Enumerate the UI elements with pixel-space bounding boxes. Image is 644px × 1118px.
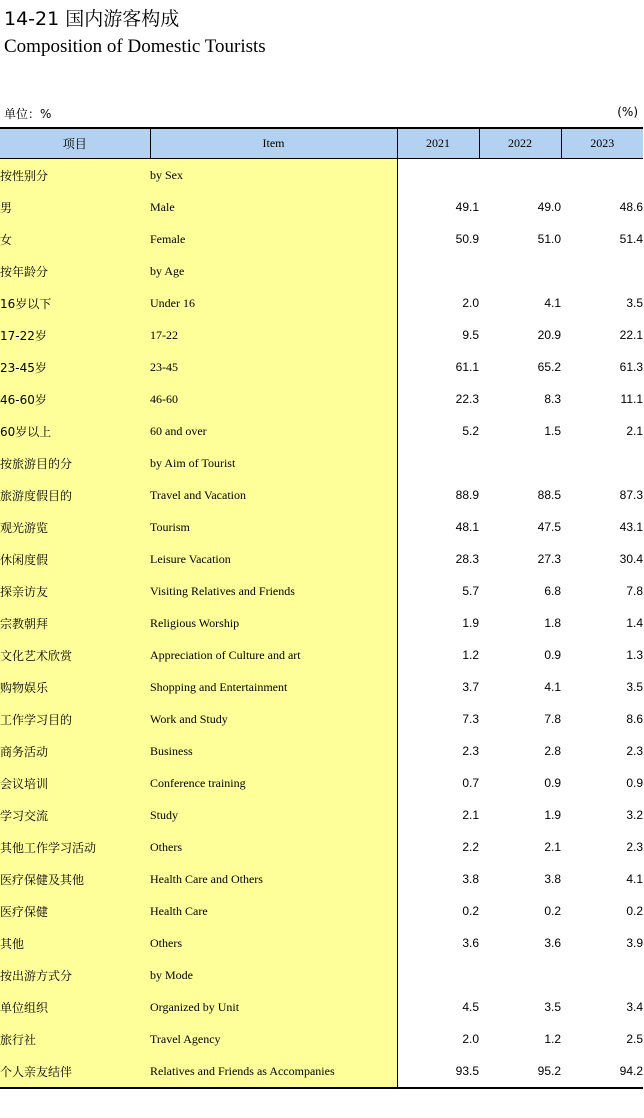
value-cell-2023: 3.4 — [626, 1000, 643, 1014]
value-cell-2023: 3.9 — [626, 936, 643, 950]
value-cell-2023 — [561, 255, 643, 287]
row-label-chinese: 学习交流 — [0, 799, 150, 831]
value-cell-2021: 49.1 — [455, 200, 479, 214]
value-cell-2022: 0.9 — [544, 776, 561, 790]
value-cell-2022: 2.8 — [544, 744, 561, 758]
value-cell-2023: 0.9 — [626, 776, 643, 790]
value-cell-2023: 1.4 — [626, 616, 643, 630]
row-label-english: Male — [150, 191, 397, 223]
row-label-chinese: 旅游度假目的 — [0, 479, 150, 511]
value-cell-2021: 7.3 — [462, 712, 479, 726]
row-label-english: Tourism — [150, 511, 397, 543]
value-cell-2021: 5.2 — [462, 424, 479, 438]
header-year-2022: 2022 — [479, 128, 561, 159]
row-label-chinese: 探亲访友 — [0, 575, 150, 607]
row-label-chinese: 会议培训 — [0, 767, 150, 799]
value-cell-2021: 2.3 — [462, 744, 479, 758]
value-cell-2021: 3.6 — [462, 936, 479, 950]
value-cell-2022: 0.2 — [544, 904, 561, 918]
table-row — [0, 927, 643, 959]
row-label-english: Relatives and Friends as Accompanies — [150, 1055, 397, 1088]
table-row — [0, 799, 643, 831]
tourist-composition-table — [0, 127, 643, 1089]
header-item-english: Item — [150, 128, 397, 159]
table-row — [0, 831, 643, 863]
value-cell-2021: 93.5 — [455, 1064, 479, 1078]
table-row — [0, 575, 643, 607]
value-cell-2021: 50.9 — [455, 232, 479, 246]
value-cell-2022: 8.3 — [544, 392, 561, 406]
row-label-chinese: 按性别分 — [0, 159, 150, 192]
row-label-english: by Aim of Tourist — [150, 447, 397, 479]
row-label-english: 46-60 — [150, 383, 397, 415]
table-row — [0, 287, 643, 319]
row-label-english: Appreciation of Culture and art — [150, 639, 397, 671]
value-cell-2021: 9.5 — [462, 328, 479, 342]
value-cell-2021: 88.9 — [455, 488, 479, 502]
value-cell-2022 — [479, 255, 561, 287]
table-row — [0, 191, 643, 223]
value-cell-2023: 48.6 — [619, 200, 643, 214]
table-row — [0, 255, 643, 287]
value-cell-2022: 65.2 — [537, 360, 561, 374]
table-row — [0, 703, 643, 735]
row-label-chinese: 工作学习目的 — [0, 703, 150, 735]
row-label-chinese: 单位组织 — [0, 991, 150, 1023]
unit-label-symbol: (%) — [617, 105, 638, 119]
value-cell-2021: 5.7 — [462, 584, 479, 598]
row-label-english: Health Care and Others — [150, 863, 397, 895]
value-cell-2021: 3.8 — [462, 872, 479, 886]
value-cell-2022: 4.1 — [544, 680, 561, 694]
value-cell-2021: 2.0 — [462, 296, 479, 310]
row-label-english: Travel and Vacation — [150, 479, 397, 511]
row-label-english: by Mode — [150, 959, 397, 991]
page-title-english: Composition of Domestic Tourists — [4, 36, 266, 57]
row-label-english: Visiting Relatives and Friends — [150, 575, 397, 607]
table-row — [0, 607, 643, 639]
row-label-chinese: 宗教朝拜 — [0, 607, 150, 639]
row-label-chinese: 商务活动 — [0, 735, 150, 767]
table-row — [0, 383, 643, 415]
value-cell-2021: 2.1 — [462, 808, 479, 822]
row-label-english: Organized by Unit — [150, 991, 397, 1023]
value-cell-2022 — [479, 447, 561, 479]
row-label-english: by Sex — [150, 159, 397, 192]
row-label-english: Shopping and Entertainment — [150, 671, 397, 703]
table-row — [0, 351, 643, 383]
row-label-english: Under 16 — [150, 287, 397, 319]
row-label-english: Health Care — [150, 895, 397, 927]
row-label-chinese: 医疗保健 — [0, 895, 150, 927]
row-label-english: Business — [150, 735, 397, 767]
table-row — [0, 319, 643, 351]
row-label-english: by Age — [150, 255, 397, 287]
value-cell-2021: 61.1 — [455, 360, 479, 374]
value-cell-2022: 95.2 — [537, 1064, 561, 1078]
value-cell-2021 — [397, 255, 479, 287]
row-label-english: 17-22 — [150, 319, 397, 351]
table-row — [0, 671, 643, 703]
value-cell-2023 — [561, 959, 643, 991]
row-label-english: 60 and over — [150, 415, 397, 447]
value-cell-2022: 20.9 — [537, 328, 561, 342]
value-cell-2023: 87.3 — [619, 488, 643, 502]
header-year-2023: 2023 — [561, 128, 643, 159]
row-label-chinese: 男 — [0, 191, 150, 223]
row-label-chinese: 文化艺术欣赏 — [0, 639, 150, 671]
value-cell-2021: 2.2 — [462, 840, 479, 854]
row-label-chinese: 60岁以上 — [0, 415, 150, 447]
row-label-english: Conference training — [150, 767, 397, 799]
value-cell-2023: 30.4 — [619, 552, 643, 566]
table-row — [0, 735, 643, 767]
value-cell-2021: 3.7 — [462, 680, 479, 694]
value-cell-2023: 61.3 — [619, 360, 643, 374]
value-cell-2022: 3.5 — [544, 1000, 561, 1014]
value-cell-2022: 88.5 — [537, 488, 561, 502]
value-cell-2022: 1.8 — [544, 616, 561, 630]
value-cell-2022: 51.0 — [537, 232, 561, 246]
value-cell-2021: 28.3 — [455, 552, 479, 566]
row-label-english: Work and Study — [150, 703, 397, 735]
row-label-english: Others — [150, 927, 397, 959]
value-cell-2023: 4.1 — [626, 872, 643, 886]
table-row — [0, 639, 643, 671]
table-header-row — [0, 128, 643, 159]
value-cell-2023: 8.6 — [626, 712, 643, 726]
table-row — [0, 447, 643, 479]
table-row — [0, 511, 643, 543]
value-cell-2023: 43.1 — [619, 520, 643, 534]
value-cell-2023 — [561, 447, 643, 479]
table-row — [0, 415, 643, 447]
value-cell-2021: 1.9 — [462, 616, 479, 630]
row-label-chinese: 女 — [0, 223, 150, 255]
value-cell-2023: 51.4 — [619, 232, 643, 246]
value-cell-2023: 2.3 — [626, 744, 643, 758]
table-row — [0, 767, 643, 799]
value-cell-2021: 4.5 — [462, 1000, 479, 1014]
row-label-english: Leisure Vacation — [150, 543, 397, 575]
row-label-chinese: 23-45岁 — [0, 351, 150, 383]
value-cell-2023: 2.3 — [626, 840, 643, 854]
value-cell-2021: 48.1 — [455, 520, 479, 534]
value-cell-2023: 2.1 — [626, 424, 643, 438]
value-cell-2023: 2.5 — [626, 1032, 643, 1046]
value-cell-2022: 49.0 — [537, 200, 561, 214]
value-cell-2021 — [397, 159, 479, 192]
value-cell-2022: 3.6 — [544, 936, 561, 950]
table-row — [0, 863, 643, 895]
table-row — [0, 895, 643, 927]
row-label-chinese: 16岁以下 — [0, 287, 150, 319]
value-cell-2021: 22.3 — [455, 392, 479, 406]
value-cell-2023: 3.2 — [626, 808, 643, 822]
row-label-chinese: 休闲度假 — [0, 543, 150, 575]
row-label-english: Travel Agency — [150, 1023, 397, 1055]
row-label-english: Study — [150, 799, 397, 831]
value-cell-2022: 2.1 — [544, 840, 561, 854]
value-cell-2023 — [561, 159, 643, 192]
value-cell-2021 — [397, 447, 479, 479]
row-label-chinese: 购物娱乐 — [0, 671, 150, 703]
header-item-chinese: 项目 — [0, 128, 150, 159]
value-cell-2023: 22.1 — [619, 328, 643, 342]
row-label-chinese: 按年龄分 — [0, 255, 150, 287]
row-label-chinese: 个人亲友结伴 — [0, 1055, 150, 1088]
table-row — [0, 1023, 643, 1055]
row-label-english: Religious Worship — [150, 607, 397, 639]
value-cell-2022: 47.5 — [537, 520, 561, 534]
row-label-chinese: 46-60岁 — [0, 383, 150, 415]
value-cell-2022: 0.9 — [544, 648, 561, 662]
table-row — [0, 991, 643, 1023]
value-cell-2021: 1.2 — [462, 648, 479, 662]
value-cell-2021: 2.0 — [462, 1032, 479, 1046]
table-row — [0, 479, 643, 511]
value-cell-2023: 7.8 — [626, 584, 643, 598]
row-label-chinese: 按旅游目的分 — [0, 447, 150, 479]
row-label-english: Others — [150, 831, 397, 863]
value-cell-2023: 94.2 — [619, 1064, 643, 1078]
row-label-chinese: 其他 — [0, 927, 150, 959]
value-cell-2021: 0.7 — [462, 776, 479, 790]
value-cell-2021: 0.2 — [462, 904, 479, 918]
value-cell-2022: 3.8 — [544, 872, 561, 886]
page-title-chinese: 14-21 国内游客构成 — [4, 8, 180, 30]
row-label-chinese: 其他工作学习活动 — [0, 831, 150, 863]
value-cell-2022 — [479, 959, 561, 991]
table-row — [0, 223, 643, 255]
row-label-chinese: 按出游方式分 — [0, 959, 150, 991]
value-cell-2023: 1.3 — [626, 648, 643, 662]
value-cell-2023: 0.2 — [626, 904, 643, 918]
table-row — [0, 159, 643, 192]
value-cell-2022: 27.3 — [537, 552, 561, 566]
value-cell-2023: 3.5 — [626, 680, 643, 694]
table-body — [0, 159, 643, 1089]
row-label-chinese: 17-22岁 — [0, 319, 150, 351]
unit-label-chinese: 单位：% — [4, 107, 52, 121]
header-year-2021: 2021 — [397, 128, 479, 159]
row-label-english: 23-45 — [150, 351, 397, 383]
value-cell-2022: 4.1 — [544, 296, 561, 310]
value-cell-2022: 1.5 — [544, 424, 561, 438]
table-row — [0, 959, 643, 991]
table-row — [0, 543, 643, 575]
value-cell-2023: 3.5 — [626, 296, 643, 310]
value-cell-2022: 1.9 — [544, 808, 561, 822]
table-row — [0, 1055, 643, 1088]
value-cell-2022: 1.2 — [544, 1032, 561, 1046]
value-cell-2023: 11.1 — [620, 392, 643, 406]
row-label-chinese: 观光游览 — [0, 511, 150, 543]
value-cell-2022: 7.8 — [544, 712, 561, 726]
row-label-english: Female — [150, 223, 397, 255]
row-label-chinese: 旅行社 — [0, 1023, 150, 1055]
value-cell-2021 — [397, 959, 479, 991]
value-cell-2022 — [479, 159, 561, 192]
value-cell-2022: 6.8 — [544, 584, 561, 598]
row-label-chinese: 医疗保健及其他 — [0, 863, 150, 895]
